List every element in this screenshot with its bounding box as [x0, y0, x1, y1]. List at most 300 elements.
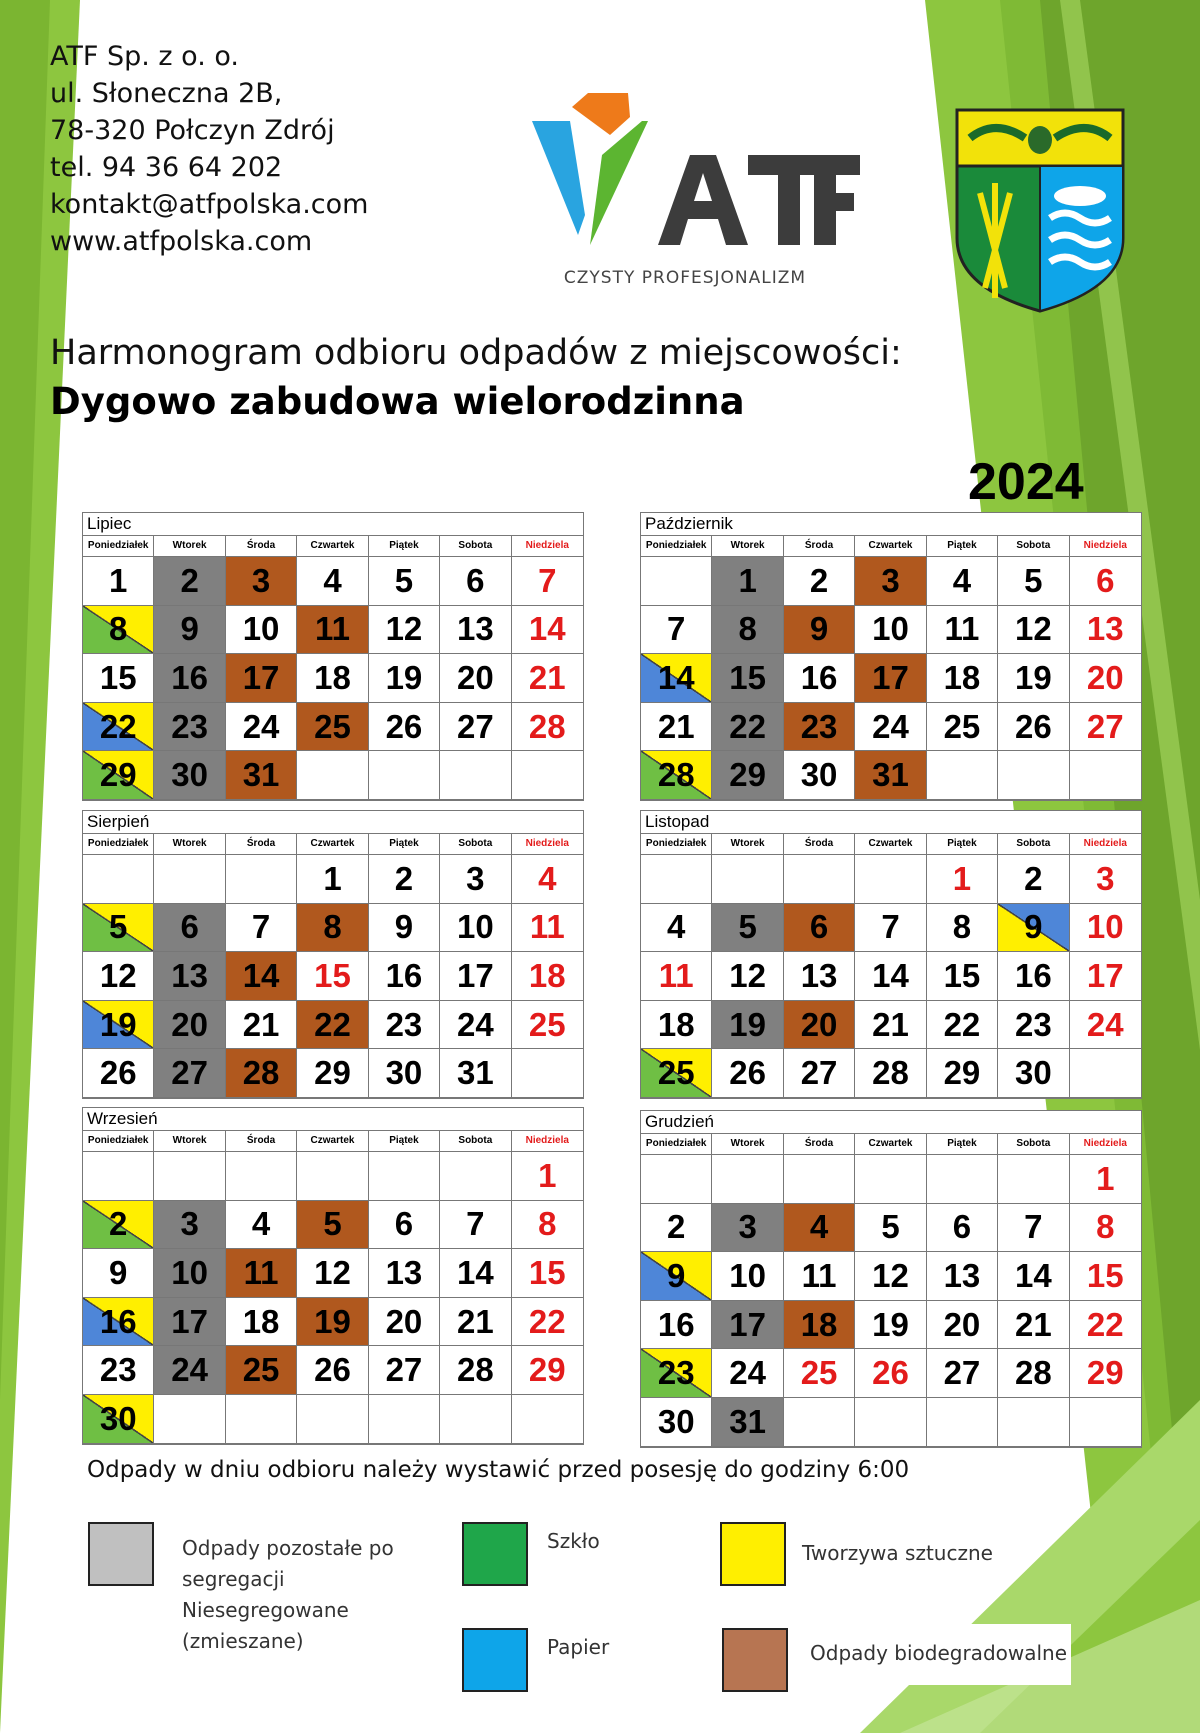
calendar-day: 30: [998, 1049, 1069, 1098]
calendar-day: 19: [998, 654, 1069, 703]
weekday-label: Niedziela: [1083, 540, 1127, 551]
calendar-day: 20: [154, 1001, 225, 1050]
legend-label-bio: Odpady biodegradowalne: [806, 1624, 1071, 1685]
calendar-day: 31: [855, 751, 926, 800]
month-calendar: [640, 1110, 1142, 1448]
calendar-day: 19: [855, 1301, 926, 1350]
weekday-label: Sobota: [440, 536, 511, 556]
calendar-day: 12: [369, 606, 440, 655]
legend-swatch-paper: [462, 1628, 528, 1692]
weekday-label: Czwartek: [855, 536, 926, 556]
legend-mixed-line-1: Odpady pozostałe po: [182, 1536, 394, 1560]
calendar-day: 24: [1070, 1001, 1141, 1050]
legend-mixed-line-4: (zmieszane): [182, 1629, 304, 1653]
calendar-empty-cell: [641, 1155, 712, 1204]
calendar-day: 7: [226, 904, 297, 953]
calendar-day: 14: [512, 606, 583, 655]
legend-label-paper: Papier: [543, 1632, 613, 1663]
weekday-label: Niedziela: [525, 1135, 569, 1146]
calendar-day: 19: [369, 654, 440, 703]
calendar-day: 3: [712, 1204, 783, 1253]
calendar-day: 18: [226, 1298, 297, 1347]
month-title: Lipiec: [83, 513, 583, 536]
weekday-header: [641, 834, 1141, 855]
calendar-empty-cell: [641, 557, 712, 606]
calendar-day: 8: [1070, 1204, 1141, 1253]
calendar-empty-cell: [712, 1155, 783, 1204]
calendar-day: 20: [927, 1301, 998, 1350]
calendar-day: 18: [297, 654, 368, 703]
calendar-day: 4: [784, 1204, 855, 1253]
calendar-day: 21: [512, 654, 583, 703]
calendar-day: 26: [712, 1049, 783, 1098]
month-calendar: [640, 512, 1142, 801]
calendar-day: 26: [855, 1349, 926, 1398]
weekday-label: Poniedziałek: [83, 536, 154, 556]
calendar-day: 27: [784, 1049, 855, 1098]
calendar-day: 22: [1070, 1301, 1141, 1350]
calendar-empty-cell: [998, 1398, 1069, 1447]
legend-swatch-glass: [462, 1522, 528, 1586]
calendar-empty-cell: [855, 855, 926, 904]
calendar-day: 10: [440, 904, 511, 953]
legend-swatch-plastic: [720, 1522, 786, 1586]
calendar-day: 24: [154, 1346, 225, 1395]
calendar-day: 9: [998, 904, 1069, 953]
day-grid: [641, 855, 1141, 1098]
calendar-empty-cell: [998, 751, 1069, 800]
calendar-empty-cell: [855, 1155, 926, 1204]
company-email: kontakt@atfpolska.com: [50, 189, 369, 220]
calendar-day: 30: [784, 751, 855, 800]
calendar-day: 3: [440, 855, 511, 904]
calendar-day: 29: [512, 1346, 583, 1395]
calendar-day: 4: [226, 1201, 297, 1250]
weekday-label: Piątek: [927, 834, 998, 854]
calendar-empty-cell: [512, 1049, 583, 1098]
calendar-empty-cell: [512, 751, 583, 800]
calendar-day: 30: [83, 1395, 154, 1444]
calendar-empty-cell: [1070, 1398, 1141, 1447]
company-phone: tel. 94 36 64 202: [50, 152, 283, 183]
calendar-day: 11: [927, 606, 998, 655]
month-title: Wrzesień: [83, 1108, 583, 1131]
weekday-header: [641, 536, 1141, 557]
weekday-header: [641, 1134, 1141, 1155]
calendar-empty-cell: [1070, 1049, 1141, 1098]
calendar-empty-cell: [369, 751, 440, 800]
calendar-day: 15: [927, 952, 998, 1001]
calendar-day: 31: [440, 1049, 511, 1098]
calendar-day: 24: [440, 1001, 511, 1050]
calendar-empty-cell: [369, 1395, 440, 1444]
calendar-day: 24: [855, 703, 926, 752]
calendar-day: 13: [369, 1249, 440, 1298]
calendar-day: 27: [154, 1049, 225, 1098]
calendar-day: 5: [712, 904, 783, 953]
calendar-day: 13: [784, 952, 855, 1001]
calendar-day: 1: [1070, 1155, 1141, 1204]
calendar-day: 24: [712, 1349, 783, 1398]
calendar-empty-cell: [154, 1152, 225, 1201]
calendar-day: 25: [297, 703, 368, 752]
weekday-label: Piątek: [927, 536, 998, 556]
weekday-label: Sobota: [998, 1134, 1069, 1154]
calendar-day: 18: [784, 1301, 855, 1350]
calendar-empty-cell: [440, 751, 511, 800]
calendar-day: 25: [927, 703, 998, 752]
calendar-day: 15: [1070, 1252, 1141, 1301]
calendar-empty-cell: [226, 855, 297, 904]
day-grid: [83, 1152, 583, 1444]
calendar-day: 27: [927, 1349, 998, 1398]
calendar-day: 22: [83, 703, 154, 752]
legend-label-glass: Szkło: [543, 1526, 604, 1557]
calendar-day: 1: [297, 855, 368, 904]
calendar-day: 16: [641, 1301, 712, 1350]
calendar-empty-cell: [440, 1395, 511, 1444]
weekday-label: Czwartek: [297, 834, 368, 854]
calendar-day: 6: [369, 1201, 440, 1250]
calendar-day: 10: [712, 1252, 783, 1301]
calendar-day: 8: [297, 904, 368, 953]
calendar-day: 5: [855, 1204, 926, 1253]
weekday-label: Niedziela: [525, 540, 569, 551]
calendar-day: 29: [927, 1049, 998, 1098]
calendar-day: 23: [641, 1349, 712, 1398]
calendar-day: 1: [83, 557, 154, 606]
calendar-day: 8: [512, 1201, 583, 1250]
calendar-day: 16: [83, 1298, 154, 1347]
calendar-day: 16: [369, 952, 440, 1001]
calendar-day: 25: [641, 1049, 712, 1098]
calendar-day: 22: [297, 1001, 368, 1050]
calendar-day: 20: [784, 1001, 855, 1050]
calendar-day: 1: [512, 1152, 583, 1201]
calendar-day: 13: [154, 952, 225, 1001]
atf-logo: [530, 85, 860, 300]
calendar-empty-cell: [83, 1152, 154, 1201]
calendar-day: 4: [641, 904, 712, 953]
calendar-day: 24: [226, 703, 297, 752]
calendar-day: 26: [83, 1049, 154, 1098]
calendar-day: 11: [226, 1249, 297, 1298]
weekday-label: Wtorek: [712, 834, 783, 854]
calendar-day: 6: [927, 1204, 998, 1253]
calendar-day: 2: [998, 855, 1069, 904]
calendar-day: 19: [712, 1001, 783, 1050]
calendar-day: 30: [369, 1049, 440, 1098]
weekday-label: Wtorek: [712, 536, 783, 556]
month-calendar: [640, 810, 1142, 1099]
location-title: Dygowo zabudowa wielorodzinna: [50, 380, 745, 423]
calendar-day: 7: [512, 557, 583, 606]
calendar-empty-cell: [226, 1152, 297, 1201]
calendar-day: 10: [1070, 904, 1141, 953]
weekday-label: Sobota: [998, 536, 1069, 556]
weekday-label: Środa: [226, 1131, 297, 1151]
calendar-day: 15: [512, 1249, 583, 1298]
weekday-label: Wtorek: [154, 834, 225, 854]
calendar-day: 8: [927, 904, 998, 953]
calendar-day: 17: [154, 1298, 225, 1347]
weekday-label: Środa: [784, 536, 855, 556]
day-grid: [641, 557, 1141, 800]
weekday-label: Czwartek: [297, 536, 368, 556]
calendar-day: 14: [998, 1252, 1069, 1301]
calendar-day: 16: [784, 654, 855, 703]
calendar-day: 7: [998, 1204, 1069, 1253]
calendar-day: 11: [297, 606, 368, 655]
calendar-day: 25: [512, 1001, 583, 1050]
calendar-empty-cell: [369, 1152, 440, 1201]
year-label: 2024: [968, 453, 1084, 511]
calendar-empty-cell: [784, 1155, 855, 1204]
calendar-day: 14: [641, 654, 712, 703]
calendar-empty-cell: [998, 1155, 1069, 1204]
calendar-day: 8: [83, 606, 154, 655]
calendar-empty-cell: [927, 1398, 998, 1447]
company-address: [50, 38, 368, 260]
calendar-day: 7: [641, 606, 712, 655]
calendar-day: 5: [998, 557, 1069, 606]
calendar-day: 5: [83, 904, 154, 953]
calendar-day: 9: [369, 904, 440, 953]
calendar-day: 6: [1070, 557, 1141, 606]
weekday-label: Środa: [226, 834, 297, 854]
calendar-day: 6: [440, 557, 511, 606]
weekday-label: Poniedziałek: [641, 536, 712, 556]
calendar-day: 22: [927, 1001, 998, 1050]
calendar-day: 26: [369, 703, 440, 752]
calendar-day: 20: [1070, 654, 1141, 703]
calendar-day: 26: [297, 1346, 368, 1395]
weekday-label: Środa: [784, 1134, 855, 1154]
month-title: Grudzień: [641, 1111, 1141, 1134]
calendar-day: 12: [83, 952, 154, 1001]
calendar-day: 2: [154, 557, 225, 606]
calendar-day: 19: [297, 1298, 368, 1347]
calendar-empty-cell: [297, 1152, 368, 1201]
company-website: www.atfpolska.com: [50, 226, 313, 257]
calendar-day: 29: [712, 751, 783, 800]
calendar-day: 9: [641, 1252, 712, 1301]
calendar-day: 4: [512, 855, 583, 904]
calendar-empty-cell: [641, 855, 712, 904]
calendar-day: 18: [927, 654, 998, 703]
calendar-day: 16: [998, 952, 1069, 1001]
calendar-day: 2: [83, 1201, 154, 1250]
month-title: Sierpień: [83, 811, 583, 834]
day-grid: [83, 557, 583, 800]
pickup-note: Odpady w dniu odbioru należy wystawić przed posesję do godziny 6:00: [87, 1457, 910, 1483]
calendar-day: 23: [83, 1346, 154, 1395]
calendar-day: 8: [712, 606, 783, 655]
calendar-day: 11: [784, 1252, 855, 1301]
calendar-empty-cell: [927, 1155, 998, 1204]
calendar-day: 29: [83, 751, 154, 800]
weekday-label: Niedziela: [1083, 838, 1127, 849]
calendar-day: 12: [297, 1249, 368, 1298]
calendar-day: 14: [855, 952, 926, 1001]
calendar-empty-cell: [1070, 751, 1141, 800]
weekday-label: Sobota: [998, 834, 1069, 854]
calendar-day: 12: [998, 606, 1069, 655]
weekday-header: [83, 1131, 583, 1152]
weekday-label: Poniedziałek: [83, 834, 154, 854]
calendar-day: 3: [154, 1201, 225, 1250]
calendar-day: 28: [512, 703, 583, 752]
logo-tagline: CZYSTY PROFESJONALIZM: [563, 268, 807, 288]
calendar-day: 2: [784, 557, 855, 606]
weekday-label: Sobota: [440, 834, 511, 854]
day-grid: [641, 1155, 1141, 1447]
page-heading: Harmonogram odbioru odpadów z miejscowości:: [50, 333, 902, 373]
calendar-day: 7: [440, 1201, 511, 1250]
weekday-label: Czwartek: [297, 1131, 368, 1151]
calendar-day: 23: [369, 1001, 440, 1050]
calendar-day: 17: [712, 1301, 783, 1350]
calendar-empty-cell: [712, 855, 783, 904]
weekday-label: Wtorek: [154, 1131, 225, 1151]
calendar-day: 12: [855, 1252, 926, 1301]
month-title: Listopad: [641, 811, 1141, 834]
calendar-day: 14: [440, 1249, 511, 1298]
calendar-day: 15: [297, 952, 368, 1001]
weekday-label: Piątek: [369, 834, 440, 854]
calendar-day: 25: [784, 1349, 855, 1398]
calendar-day: 21: [440, 1298, 511, 1347]
calendar-day: 28: [855, 1049, 926, 1098]
weekday-label: Czwartek: [855, 834, 926, 854]
calendar-empty-cell: [784, 855, 855, 904]
calendar-day: 28: [440, 1346, 511, 1395]
weekday-header: [83, 834, 583, 855]
calendar-day: 10: [855, 606, 926, 655]
weekday-label: Środa: [784, 834, 855, 854]
calendar-day: 19: [83, 1001, 154, 1050]
weekday-label: Wtorek: [712, 1134, 783, 1154]
calendar-day: 30: [641, 1398, 712, 1447]
calendar-day: 3: [855, 557, 926, 606]
calendar-day: 22: [512, 1298, 583, 1347]
calendar-day: 10: [154, 1249, 225, 1298]
calendar-day: 10: [226, 606, 297, 655]
calendar-day: 1: [927, 855, 998, 904]
calendar-day: 2: [369, 855, 440, 904]
calendar-day: 30: [154, 751, 225, 800]
calendar-day: 6: [784, 904, 855, 953]
calendar-empty-cell: [154, 1395, 225, 1444]
calendar-day: 2: [641, 1204, 712, 1253]
calendar-empty-cell: [297, 751, 368, 800]
month-calendar: [82, 512, 584, 801]
company-name: ATF Sp. z o. o.: [50, 41, 240, 72]
calendar-empty-cell: [226, 1395, 297, 1444]
weekday-label: Niedziela: [525, 838, 569, 849]
calendar-day: 29: [297, 1049, 368, 1098]
calendar-day: 7: [855, 904, 926, 953]
calendar-day: 23: [784, 703, 855, 752]
company-city: 78-320 Połczyn Zdrój: [50, 115, 335, 146]
calendar-day: 9: [83, 1249, 154, 1298]
calendar-day: 31: [226, 751, 297, 800]
calendar-day: 26: [998, 703, 1069, 752]
calendar-day: 5: [369, 557, 440, 606]
weekday-header: [83, 536, 583, 557]
calendar-empty-cell: [83, 855, 154, 904]
legend-mixed-line-2: segregacji: [182, 1567, 285, 1591]
calendar-empty-cell: [297, 1395, 368, 1444]
calendar-day: 13: [1070, 606, 1141, 655]
weekday-label: Poniedziałek: [83, 1131, 154, 1151]
calendar-day: 3: [1070, 855, 1141, 904]
weekday-label: Piątek: [369, 1131, 440, 1151]
calendar-empty-cell: [927, 751, 998, 800]
calendar-day: 3: [226, 557, 297, 606]
calendar-empty-cell: [440, 1152, 511, 1201]
calendar-day: 23: [998, 1001, 1069, 1050]
calendar-empty-cell: [784, 1398, 855, 1447]
calendar-day: 6: [154, 904, 225, 953]
legend-label-mixed: [178, 1533, 398, 1657]
calendar-day: 20: [369, 1298, 440, 1347]
month-calendar: [82, 1107, 584, 1445]
calendar-day: 4: [297, 557, 368, 606]
weekday-label: Sobota: [440, 1131, 511, 1151]
month-title: Październik: [641, 513, 1141, 536]
legend-mixed-line-3: Niesegregowane: [182, 1598, 349, 1622]
calendar-day: 13: [927, 1252, 998, 1301]
calendar-day: 21: [998, 1301, 1069, 1350]
calendar-day: 22: [712, 703, 783, 752]
day-grid: [83, 855, 583, 1098]
weekday-label: Poniedziałek: [641, 1134, 712, 1154]
weekday-label: Piątek: [369, 536, 440, 556]
calendar-day: 4: [927, 557, 998, 606]
company-street: ul. Słoneczna 2B,: [50, 78, 283, 109]
calendar-day: 21: [855, 1001, 926, 1050]
calendar-day: 28: [998, 1349, 1069, 1398]
calendar-day: 25: [226, 1346, 297, 1395]
calendar-day: 13: [440, 606, 511, 655]
calendar-day: 17: [1070, 952, 1141, 1001]
calendar-day: 27: [1070, 703, 1141, 752]
calendar-day: 29: [1070, 1349, 1141, 1398]
weekday-label: Niedziela: [1083, 1138, 1127, 1149]
calendar-day: 16: [154, 654, 225, 703]
calendar-day: 11: [512, 904, 583, 953]
calendar-day: 23: [154, 703, 225, 752]
calendar-day: 20: [440, 654, 511, 703]
calendar-day: 11: [641, 952, 712, 1001]
calendar-day: 27: [369, 1346, 440, 1395]
weekday-label: Poniedziałek: [641, 834, 712, 854]
weekday-label: Piątek: [927, 1134, 998, 1154]
calendar-day: 17: [855, 654, 926, 703]
legend-label-plastic: Tworzywa sztuczne: [798, 1532, 997, 1593]
calendar-day: 5: [297, 1201, 368, 1250]
calendar-day: 1: [712, 557, 783, 606]
calendar-day: 15: [83, 654, 154, 703]
weekday-label: Wtorek: [154, 536, 225, 556]
calendar-day: 21: [641, 703, 712, 752]
calendar-empty-cell: [855, 1398, 926, 1447]
legend-swatch-mixed: [88, 1522, 154, 1586]
weekday-label: Czwartek: [855, 1134, 926, 1154]
calendar-day: 17: [226, 654, 297, 703]
calendar-day: 27: [440, 703, 511, 752]
